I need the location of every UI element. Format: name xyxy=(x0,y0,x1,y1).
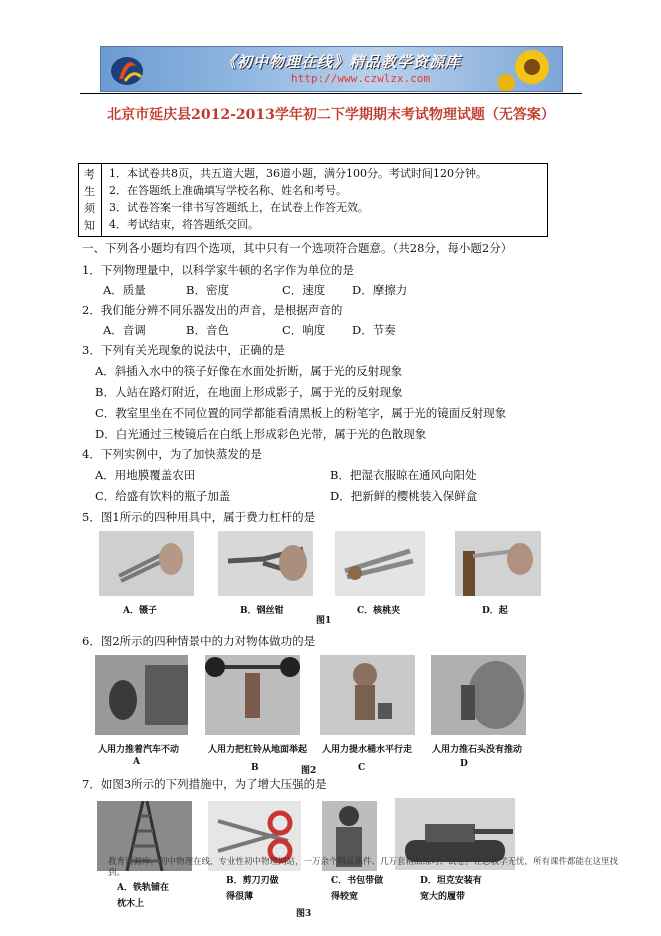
banner-url[interactable]: http://www.czwlzx.com xyxy=(291,72,431,85)
notice-label-char: 须 xyxy=(84,202,95,215)
q2-option-d: D．节奏 xyxy=(352,323,396,337)
sunflower-icon xyxy=(498,47,558,91)
q2-option-a: A．音调 xyxy=(103,323,146,337)
q5-caption-a: A．镊子 xyxy=(123,606,157,616)
q6-letter-b: B xyxy=(251,763,259,773)
q4-option-c: C．给盛有饮料的瓶子加盖 xyxy=(95,489,231,503)
q4-option-d: D．把新鲜的樱桃装入保鲜盒 xyxy=(330,489,478,503)
notice-label-char: 生 xyxy=(84,185,95,198)
notice-label-char: 考 xyxy=(84,168,95,181)
pushing-rock-photo xyxy=(431,655,526,735)
pushing-car-photo xyxy=(95,655,188,735)
figure-2-label: 图2 xyxy=(301,766,317,776)
q7-caption-d: D．坦克安装有宽大的履带 xyxy=(420,876,482,902)
question-7-stem: 7．如图3所示的下列措施中，为了增大压强的是 xyxy=(82,777,327,791)
header-banner xyxy=(100,46,563,92)
bottle-opener-photo xyxy=(455,531,541,596)
page-footer-text: 教育资源库，初中物理在线，专业性初中物理网站，一万余个精品课件、几万套精品练习、试卷。让您教学无忧，所有课件都能在这里找到。 xyxy=(108,857,619,878)
q3-option-c: C．教室里坐在不同位置的同学都能看清黑板上的粉笔字，属于光的镜面反射现象 xyxy=(95,406,507,420)
q6-caption-d: 人用力推石头没有推动 xyxy=(432,745,523,755)
notice-label xyxy=(79,164,102,236)
q4-option-b: B．把湿衣服晾在通风向阳处 xyxy=(330,468,477,482)
q7-caption-c: C．书包带做得较宽 xyxy=(331,876,384,902)
notice-item: 3．试卷答案一律书写答题纸上，在试卷上作答无效。 xyxy=(109,201,369,214)
q6-letter-a: A xyxy=(133,757,140,767)
q6-letter-c: C xyxy=(358,763,366,773)
notice-items xyxy=(109,165,545,233)
question-5-stem: 5．图1所示的四种用具中，属于费力杠杆的是 xyxy=(82,510,316,524)
q7-caption-a: A．铁轨铺在枕木上 xyxy=(117,883,169,909)
nutcracker-photo xyxy=(335,531,425,596)
notice-item: 1．本试卷共8页，共五道大题，36道小题，满分100分。考试时间120分钟。 xyxy=(109,167,487,180)
notice-item: 4．考试结束，将答题纸交回。 xyxy=(109,218,259,231)
q7-caption-b: B．剪刀刃做得很薄 xyxy=(226,876,279,902)
q3-option-b: B．人站在路灯附近，在地面上形成影子，属于光的反射现象 xyxy=(95,385,403,399)
q2-option-c: C．响度 xyxy=(282,323,326,337)
header-rule xyxy=(80,93,582,94)
q5-caption-d: D．起 xyxy=(482,606,508,616)
carrying-bucket-photo xyxy=(320,655,415,735)
q1-option-b: B．密度 xyxy=(186,283,229,297)
question-6-stem: 6．图2所示的四种情景中的力对物体做功的是 xyxy=(82,634,316,648)
q3-option-a: A．斜插入水中的筷子好像在水面处折断，属于光的反射现象 xyxy=(95,364,403,378)
question-4-stem: 4．下列实例中，为了加快蒸发的是 xyxy=(82,447,262,461)
page-title: 北京市延庆县2012-2013学年初二下学期期末考试物理试题（无答案） xyxy=(107,107,555,123)
figure-1-label: 图1 xyxy=(316,616,332,626)
question-1-stem: 1．下列物理量中，以科学家牛顿的名字作为单位的是 xyxy=(82,263,354,277)
q6-caption-b: 人用力把杠铃从地面举起 xyxy=(208,745,308,755)
q6-caption-a: 人用力推着汽车不动 xyxy=(98,745,180,755)
banner-title: 《初中物理在线》精品教学资源库 xyxy=(221,53,462,71)
figure-3-label: 图3 xyxy=(296,909,312,919)
q5-caption-b: B．钢丝钳 xyxy=(240,606,284,616)
q5-caption-c: C．核桃夹 xyxy=(357,606,401,616)
q1-option-c: C．速度 xyxy=(282,283,326,297)
q1-option-d: D．摩擦力 xyxy=(352,283,408,297)
site-logo-icon xyxy=(105,49,149,89)
question-3-stem: 3．下列有关光现象的说法中，正确的是 xyxy=(82,343,285,357)
notice-label-char: 知 xyxy=(84,219,95,232)
q6-letter-d: D xyxy=(460,759,468,769)
pliers-photo xyxy=(218,531,313,596)
notice-item: 2．在答题纸上准确填写学校名称、姓名和考号。 xyxy=(109,184,347,197)
q2-option-b: B．音色 xyxy=(186,323,229,337)
q1-option-a: A．质量 xyxy=(103,283,146,297)
q4-option-a: A．用地膜覆盖农田 xyxy=(95,468,196,482)
tweezers-photo xyxy=(99,531,194,596)
weightlifting-photo xyxy=(205,655,300,735)
q3-option-d: D．白光通过三棱镜后在白纸上形成彩色光带，属于光的色散现象 xyxy=(95,427,427,441)
q6-caption-c: 人用力提水桶水平行走 xyxy=(322,745,413,755)
question-2-stem: 2．我们能分辨不同乐器发出的声音，是根据声音的 xyxy=(82,303,343,317)
exam-notice-box xyxy=(78,163,548,237)
section-heading: 一、下列各小题均有四个选项，其中只有一个选项符合题意。（共28分，每小题2分） xyxy=(82,241,513,255)
